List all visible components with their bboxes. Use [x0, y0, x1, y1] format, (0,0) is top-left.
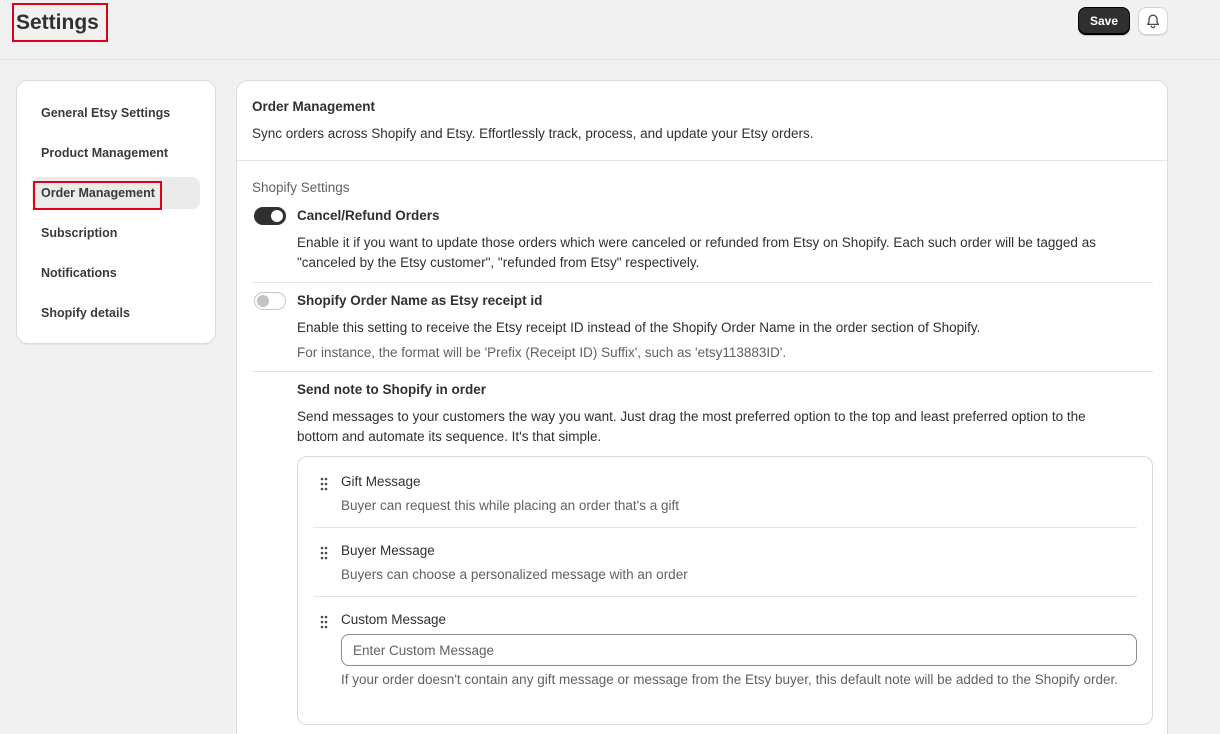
order-name-title: Shopify Order Name as Etsy receipt id — [297, 293, 543, 308]
custom-message-input[interactable] — [341, 634, 1137, 666]
message-priority-list — [297, 456, 1153, 725]
divider — [313, 527, 1137, 528]
card-title: Order Management — [252, 99, 376, 114]
sidebar-item-label: Shopify details — [41, 306, 130, 320]
message-name: Buyer Message — [341, 543, 435, 558]
sidebar-item-notifications[interactable] — [32, 257, 200, 289]
message-description: Buyer can request this while placing an order that's a gift — [341, 498, 680, 513]
settings-sidebar — [16, 80, 216, 344]
order-name-example: For instance, the format will be 'Prefix (Receipt ID) Suffix', such as 'etsy113883ID'. — [297, 345, 787, 360]
custom-message-help: If your order doesn't contain any gift message or message from the Etsy buyer, this default note will be added to the Shopify order. — [341, 672, 1119, 687]
sidebar-item-subscription[interactable] — [32, 217, 200, 249]
sidebar-item-general-etsy-settings[interactable] — [32, 97, 200, 129]
bell-icon — [1146, 14, 1160, 29]
drag-handle-icon[interactable] — [319, 477, 329, 491]
cancel-refund-toggle[interactable] — [254, 207, 286, 225]
cancel-refund-description-line1: Enable it if you want to update those orders which were canceled or refunded from Etsy on Shopify. Each such order will be tagged as — [297, 235, 1096, 250]
message-description: Buyers can choose a personalized message with an order — [341, 567, 688, 582]
card-header — [237, 81, 1167, 161]
message-name: Custom Message — [341, 612, 447, 627]
divider — [252, 282, 1153, 283]
card-description: Sync orders across Shopify and Etsy. Effortlessly track, process, and update your Etsy orders. — [252, 126, 814, 141]
cancel-refund-title: Cancel/Refund Orders — [297, 208, 440, 223]
send-note-description-line1: Send messages to your customers the way you want. Just drag the most preferred option to the top and least preferred option to the — [297, 409, 1086, 424]
sidebar-item-label: Order Management — [41, 186, 155, 200]
page-title: Settings — [12, 3, 108, 42]
sidebar-item-shopify-details[interactable] — [32, 297, 200, 329]
divider — [252, 371, 1153, 372]
sidebar-item-label: Product Management — [41, 146, 169, 160]
section-label: Shopify Settings — [252, 180, 350, 195]
highlight-box — [33, 181, 162, 210]
sidebar-item-product-management[interactable] — [32, 137, 200, 169]
sidebar-item-label: Notifications — [41, 266, 117, 280]
sidebar-item-label: General Etsy Settings — [41, 106, 171, 120]
order-name-description: Enable this setting to receive the Etsy receipt ID instead of the Shopify Order Name in the order section of Shopify. — [297, 320, 981, 335]
save-button[interactable]: Save — [1078, 7, 1130, 35]
message-name: Gift Message — [341, 474, 421, 489]
drag-handle-icon[interactable] — [319, 546, 329, 560]
sidebar-item-label: Subscription — [41, 226, 118, 240]
top-bar — [0, 0, 1220, 60]
order-management-card — [236, 80, 1168, 734]
send-note-description-line2: bottom and automate its sequence. It's that simple. — [297, 429, 602, 444]
drag-handle-icon[interactable] — [319, 615, 329, 629]
divider — [313, 596, 1137, 597]
cancel-refund-description-line2: "canceled by the Etsy customer", "refunded from Etsy" respectively. — [297, 255, 700, 270]
send-note-title: Send note to Shopify in order — [297, 382, 486, 397]
sidebar-item-order-management[interactable] — [32, 177, 200, 209]
notifications-button[interactable] — [1138, 7, 1168, 35]
order-name-toggle[interactable] — [254, 292, 286, 310]
